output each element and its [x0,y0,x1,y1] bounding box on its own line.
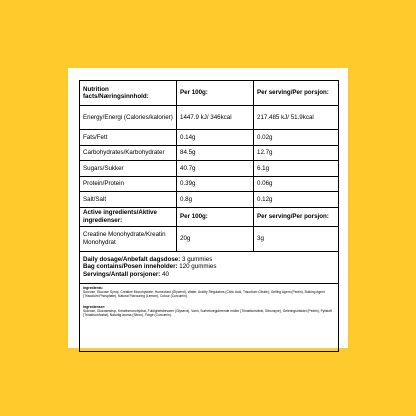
table-row-energy [80,106,339,130]
row-per-100g: 20g [177,226,254,251]
row-label: Salt/Salt [80,192,177,208]
row-per-100g: 0.8g [177,192,254,208]
nutrition-facts-header: Nutrition facts/Næringsinnhold: [80,81,177,106]
row-label: Protein/Protein [80,176,177,192]
row-label: Energy/Energi (Calories/kalorier) [80,106,177,130]
table-row-protein [80,176,339,192]
row-per-serving: 0.12g [254,192,339,208]
active-per-serving-header: Per serving/Per porsjon: [254,207,339,226]
bag-contains: Bag contains/Posen inneholder: 120 gummies [83,263,217,271]
ingredients-title-no: Ingredienser: [83,304,106,309]
row-per-100g: 1447.9 kJ/ 346kcal [177,106,254,130]
ingredients-cell [80,283,339,351]
row-label: Fats/Fett [80,130,177,146]
row-label: Carbohydrates/Karbohydrater [80,145,177,161]
daily-dosage: Daily dosage/Anbefalt dagsdose: 3 gummies [83,255,213,263]
per-100g-header: Per 100g: [177,81,254,106]
nutrition-label [68,68,348,348]
row-per-100g: 84.5g [177,145,254,161]
row-label: Creatine Monohydrate/Kreatin Monohydrat [80,226,177,251]
table-row-fats [80,130,339,146]
row-label: Sugars/Sukker [80,161,177,177]
ingredients-text-en: Sucrose, Glucose Syrup, Creatine Monohydrate, Humectant (Glycerol), Water, Acidity Regulators (Citric Acid, Trisodium Citrate), Gelling Agent (Pectin), Bulking Agent (Trisodium Phosphate), Natural Flavouring (Lemon), Colour (Curcumin). [83,290,325,299]
row-per-100g: 0.39g [177,176,254,192]
nutrition-table [79,80,339,352]
active-per-100g-header: Per 100g: [177,207,254,226]
row-per-100g: 40.7g [177,161,254,177]
active-ingredients-header-row [80,207,339,226]
table-row-sugars [80,161,339,177]
row-per-serving: 0.06g [254,176,339,192]
table-header-row [80,81,339,106]
row-per-serving: 0.02g [254,130,339,146]
ingredients-row [80,283,339,351]
table-row-creatine [80,226,339,251]
per-serving-header: Per serving/Per porsjon: [254,81,339,106]
row-per-serving: 6.1g [254,161,339,177]
row-per-serving: 12.7g [254,145,339,161]
table-row-carbohydrates [80,145,339,161]
active-ingredients-header: Active ingredients/Aktive ingredienser: [80,207,177,226]
row-per-serving: 3g [254,226,339,251]
serving-info-row [80,251,339,283]
row-per-serving: 217.485 kJ/ 51.9kcal [254,106,339,130]
serving-info [80,251,339,283]
ingredients-text-no: Sukrose, Glukosesirup, Kreatinmonohydrat, Fuktighetsbevarer (Glyserol), Vann, Surhetsregulerende midler (Trinatriumcitrat, Sitronsyre), Geleringsmiddel (Pektin), Fyllstoff (Trinatriumfosfat), Naturlig aroma (Sitron), Farge (Curcumin). [83,309,332,318]
table-row-salt [80,192,339,208]
ingredients-title-en: Ingredients: [83,285,104,290]
row-per-100g: 0.14g [177,130,254,146]
servings-count: Servings/Antall porsjoner: 40 [83,270,169,278]
